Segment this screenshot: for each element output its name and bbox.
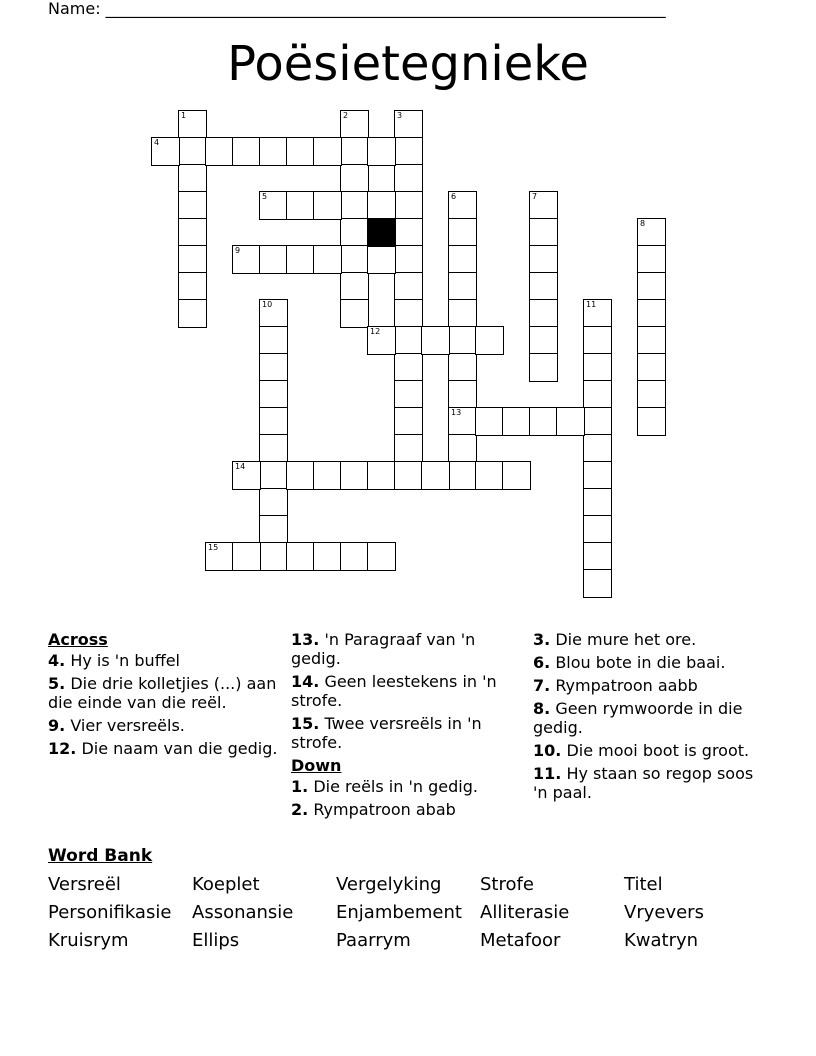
word-bank-item: Personifikasie xyxy=(48,902,172,923)
grid-cell[interactable] xyxy=(448,407,477,436)
grid-cell[interactable] xyxy=(475,326,504,355)
down-heading: Down xyxy=(291,756,342,775)
grid-cell[interactable] xyxy=(583,542,612,571)
clue-down-11: 11. Hy staan so regop soos 'n paal. xyxy=(533,764,754,802)
grid-cell[interactable] xyxy=(178,191,207,220)
grid-cell[interactable] xyxy=(448,326,477,355)
grid-cell[interactable] xyxy=(367,542,396,571)
grid-cell[interactable] xyxy=(529,299,558,328)
grid-cell[interactable] xyxy=(259,380,288,409)
clue-number: 7 xyxy=(532,192,538,201)
page-title: Poësietegnieke xyxy=(227,36,589,92)
clue-down-1: 1. Die reëls in 'n gedig. xyxy=(291,777,478,796)
grid-cell[interactable] xyxy=(583,380,612,409)
grid-cell[interactable] xyxy=(178,218,207,247)
grid-cell[interactable] xyxy=(394,407,423,436)
grid-cell[interactable] xyxy=(502,461,531,490)
word-bank-item: Alliterasie xyxy=(480,902,570,923)
grid-cell[interactable] xyxy=(448,434,477,463)
clue-number: 4 xyxy=(154,138,160,147)
word-bank-item: Paarrym xyxy=(336,930,411,951)
grid-cell[interactable] xyxy=(205,542,234,571)
clue-down-10: 10. Die mooi boot is groot. xyxy=(533,741,750,760)
grid-cell[interactable] xyxy=(583,326,612,355)
clue-number: 11 xyxy=(586,300,597,309)
word-bank-item: Koeplet xyxy=(192,874,260,895)
grid-cell[interactable] xyxy=(394,326,423,355)
grid-cell[interactable] xyxy=(448,380,477,409)
grid-cell[interactable] xyxy=(340,272,369,301)
grid-cell[interactable] xyxy=(448,353,477,382)
grid-cell[interactable] xyxy=(421,461,450,490)
grid-cell[interactable] xyxy=(637,380,666,409)
grid-cell[interactable] xyxy=(637,272,666,301)
grid-cell[interactable] xyxy=(259,461,288,490)
grid-cell[interactable] xyxy=(583,569,612,598)
grid-cell[interactable] xyxy=(448,191,477,220)
grid-cell[interactable] xyxy=(259,434,288,463)
name-line: Name: ______________________________________________________________________ xyxy=(48,0,666,18)
grid-cell[interactable] xyxy=(529,218,558,247)
clue-number: 3 xyxy=(397,111,403,120)
grid-cell[interactable] xyxy=(394,434,423,463)
grid-cell[interactable] xyxy=(475,461,504,490)
grid-cell[interactable] xyxy=(178,164,207,193)
grid-cell[interactable] xyxy=(583,353,612,382)
grid-cell[interactable] xyxy=(151,137,180,166)
grid-cell[interactable] xyxy=(583,488,612,517)
grid-cell[interactable] xyxy=(529,245,558,274)
clue-number: 9 xyxy=(235,246,241,255)
grid-cell[interactable] xyxy=(259,488,288,517)
grid-cell[interactable] xyxy=(394,461,423,490)
grid-cell[interactable] xyxy=(637,326,666,355)
grid-cell[interactable] xyxy=(340,245,369,274)
grid-cell[interactable] xyxy=(367,245,396,274)
grid-cell[interactable] xyxy=(286,245,315,274)
grid-cell[interactable] xyxy=(502,407,531,436)
grid-cell[interactable] xyxy=(178,245,207,274)
grid-cell[interactable] xyxy=(259,299,288,328)
grid-cell[interactable] xyxy=(394,218,423,247)
grid-cell[interactable] xyxy=(529,353,558,382)
grid-cell[interactable] xyxy=(367,326,396,355)
grid-cell[interactable] xyxy=(340,191,369,220)
grid-cell[interactable] xyxy=(448,272,477,301)
clue-across-5: 5. Die drie kolletjies (...) aan die einde van die reël. xyxy=(48,674,277,712)
grid-cell[interactable] xyxy=(448,461,477,490)
grid-cell[interactable] xyxy=(286,542,315,571)
grid-cell[interactable] xyxy=(286,191,315,220)
grid-cell[interactable] xyxy=(367,461,396,490)
grid-cell[interactable] xyxy=(394,353,423,382)
word-bank-item: Kruisrym xyxy=(48,930,129,951)
grid-cell[interactable] xyxy=(367,191,396,220)
clue-across-12: 12. Die naam van die gedig. xyxy=(48,739,278,758)
clue-number: 2 xyxy=(343,111,349,120)
word-bank-item: Ellips xyxy=(192,930,240,951)
word-bank-heading: Word Bank xyxy=(48,846,153,866)
clue-across-4: 4. Hy is 'n buffel xyxy=(48,651,180,670)
grid-cell[interactable] xyxy=(313,461,342,490)
word-bank-item: Assonansie xyxy=(192,902,294,923)
clue-number: 12 xyxy=(370,327,381,336)
grid-cell[interactable] xyxy=(448,245,477,274)
grid-cell[interactable] xyxy=(637,245,666,274)
grid-cell[interactable] xyxy=(313,137,342,166)
grid-cell[interactable] xyxy=(583,515,612,544)
clue-across-13: 13. 'n Paragraaf van 'n gedig. xyxy=(291,630,476,668)
grid-cell[interactable] xyxy=(448,218,477,247)
grid-cell[interactable] xyxy=(637,407,666,436)
grid-cell[interactable] xyxy=(394,110,423,139)
grid-cell[interactable] xyxy=(583,299,612,328)
grid-cell[interactable] xyxy=(178,272,207,301)
word-bank-item: Versreël xyxy=(48,874,121,895)
grid-cell[interactable] xyxy=(637,218,666,247)
grid-cell[interactable] xyxy=(583,434,612,463)
clue-across-14: 14. Geen leestekens in 'n strofe. xyxy=(291,672,497,710)
grid-cell[interactable] xyxy=(529,407,558,436)
grid-cell[interactable] xyxy=(178,110,207,139)
black-cell xyxy=(367,218,396,247)
grid-cell[interactable] xyxy=(286,461,315,490)
grid-cell[interactable] xyxy=(313,542,342,571)
clue-across-9: 9. Vier versreëls. xyxy=(48,716,185,735)
grid-cell[interactable] xyxy=(205,137,234,166)
grid-cell[interactable] xyxy=(394,164,423,193)
clue-number: 15 xyxy=(208,543,219,552)
word-bank-item: Kwatryn xyxy=(624,930,699,951)
word-bank-item: Vergelyking xyxy=(336,874,442,895)
grid-cell[interactable] xyxy=(556,407,585,436)
clue-number: 6 xyxy=(451,192,457,201)
clue-number: 8 xyxy=(640,219,646,228)
clues-column-1 xyxy=(48,630,280,762)
clue-down-7: 7. Rympatroon aabb xyxy=(533,676,698,695)
grid-cell[interactable] xyxy=(394,380,423,409)
grid-cell[interactable] xyxy=(340,299,369,328)
grid-cell[interactable] xyxy=(259,515,288,544)
clue-across-15: 15. Twee versreëls in 'n strofe. xyxy=(291,714,482,752)
grid-cell[interactable] xyxy=(340,137,369,166)
grid-cell[interactable] xyxy=(232,245,261,274)
grid-cell[interactable] xyxy=(637,299,666,328)
word-bank-item: Vryevers xyxy=(624,902,704,923)
word-bank-item: Strofe xyxy=(480,874,534,895)
clue-number: 10 xyxy=(262,300,273,309)
grid-cell[interactable] xyxy=(529,191,558,220)
grid-cell[interactable] xyxy=(340,164,369,193)
grid-cell[interactable] xyxy=(313,245,342,274)
grid-cell[interactable] xyxy=(529,326,558,355)
clue-down-3: 3. Die mure het ore. xyxy=(533,630,697,649)
grid-cell[interactable] xyxy=(394,245,423,274)
grid-cell[interactable] xyxy=(637,353,666,382)
word-bank-item: Titel xyxy=(624,874,663,895)
clue-number: 5 xyxy=(262,192,268,201)
grid-cell[interactable] xyxy=(394,299,423,328)
grid-cell[interactable] xyxy=(259,191,288,220)
grid-cell[interactable] xyxy=(232,542,261,571)
grid-cell[interactable] xyxy=(259,245,288,274)
grid-cell[interactable] xyxy=(259,353,288,382)
grid-cell[interactable] xyxy=(259,137,288,166)
grid-cell[interactable] xyxy=(286,137,315,166)
word-bank-item: Enjambement xyxy=(336,902,462,923)
grid-cell[interactable] xyxy=(394,137,423,166)
grid-cell[interactable] xyxy=(313,191,342,220)
grid-cell[interactable] xyxy=(259,407,288,436)
grid-cell[interactable] xyxy=(394,272,423,301)
grid-cell[interactable] xyxy=(340,110,369,139)
clues-column-3 xyxy=(533,630,765,806)
grid-cell[interactable] xyxy=(394,191,423,220)
grid-cell[interactable] xyxy=(448,299,477,328)
grid-cell[interactable] xyxy=(178,299,207,328)
clue-number: 14 xyxy=(235,462,246,471)
grid-cell[interactable] xyxy=(475,407,504,436)
grid-cell[interactable] xyxy=(529,272,558,301)
grid-cell[interactable] xyxy=(340,218,369,247)
clue-number: 1 xyxy=(181,111,187,120)
grid-cell[interactable] xyxy=(583,407,612,436)
clues-column-2 xyxy=(291,630,523,823)
grid-cell[interactable] xyxy=(340,542,369,571)
grid-cell[interactable] xyxy=(232,137,261,166)
grid-cell[interactable] xyxy=(259,326,288,355)
grid-cell[interactable] xyxy=(367,137,396,166)
clue-number: 13 xyxy=(451,408,462,417)
grid-cell[interactable] xyxy=(421,326,450,355)
word-bank-item: Metafoor xyxy=(480,930,561,951)
grid-cell[interactable] xyxy=(259,542,288,571)
grid-cell[interactable] xyxy=(178,137,207,166)
grid-cell[interactable] xyxy=(232,461,261,490)
clue-down-2: 2. Rympatroon abab xyxy=(291,800,456,819)
grid-cell[interactable] xyxy=(340,461,369,490)
clue-down-8: 8. Geen rymwoorde in die gedig. xyxy=(533,699,743,737)
grid-cell[interactable] xyxy=(583,461,612,490)
across-heading: Across xyxy=(48,630,108,649)
clue-down-6: 6. Blou bote in die baai. xyxy=(533,653,726,672)
